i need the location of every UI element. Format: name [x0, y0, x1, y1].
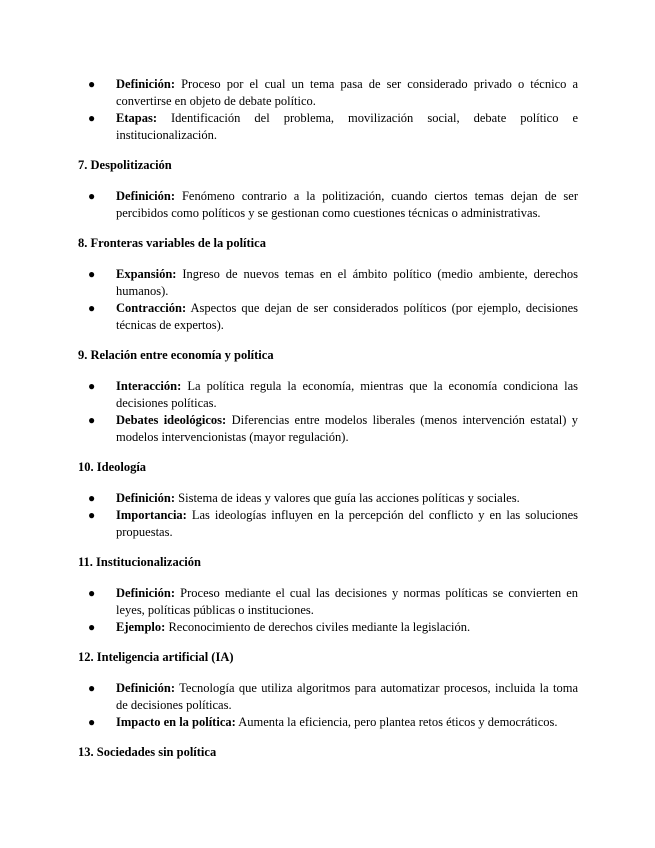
- list-item: [78, 110, 578, 144]
- section-list: [78, 490, 578, 541]
- list-item: [78, 188, 578, 222]
- list-item: [78, 378, 578, 412]
- item-text: Ingreso de nuevos temas en el ámbito político (medio ambiente, derechos humanos).: [116, 267, 578, 298]
- item-label: Debates ideológicos:: [116, 413, 227, 427]
- section-heading: 10. Ideología: [78, 460, 147, 474]
- bullet-icon: ●: [88, 189, 96, 203]
- section-heading: 12. Inteligencia artificial (IA): [78, 650, 234, 664]
- list-item: [78, 619, 578, 636]
- item-text: La política regula la economía, mientras que la economía condiciona las decisiones políticas.: [116, 379, 578, 410]
- item-text: Fenómeno contrario a la politización, cuando ciertos temas dejan de ser percibidos como políticos y se gestionan como cuestiones técnicas o administrativas.: [116, 189, 579, 220]
- item-label: Expansión:: [116, 267, 177, 281]
- bullet-icon: ●: [88, 413, 96, 427]
- document-content: [78, 76, 578, 775]
- bullet-icon: ●: [88, 508, 96, 522]
- item-text: Proceso por el cual un tema pasa de ser considerado privado o técnico a convertirse en objeto de debate político.: [116, 77, 579, 108]
- list-item: [78, 507, 578, 541]
- section-list: [78, 378, 578, 446]
- list-item: [78, 76, 578, 110]
- list-item: [78, 266, 578, 300]
- item-label: Definición:: [116, 77, 176, 91]
- item-text: Aspectos que dejan de ser considerados políticos (por ejemplo, decisiones técnicas de expertos).: [116, 301, 578, 332]
- item-text: Aumenta la eficiencia, pero plantea retos éticos y democráticos.: [238, 715, 558, 729]
- bullet-icon: ●: [88, 301, 96, 315]
- bullet-icon: ●: [88, 715, 96, 729]
- section-list: [78, 266, 578, 334]
- item-label: Definición:: [116, 491, 176, 505]
- list-item: [78, 412, 578, 446]
- item-label: Etapas:: [116, 111, 157, 125]
- list-item: [78, 490, 578, 507]
- bullet-icon: ●: [88, 111, 96, 125]
- item-label: Interacción:: [116, 379, 182, 393]
- item-text: Tecnología que utiliza algoritmos para automatizar procesos, incluida la toma de decisiones políticas.: [116, 681, 578, 712]
- list-item: [78, 585, 578, 619]
- bullet-icon: ●: [88, 267, 96, 281]
- list-item: [78, 714, 578, 731]
- item-label: Contracción:: [116, 301, 187, 315]
- item-text: Diferencias entre modelos liberales (menos intervención estatal) y modelos intervencionistas (mayor regulación).: [116, 413, 578, 444]
- item-text: Las ideologías influyen en la percepción del conflicto y en las soluciones propuestas.: [116, 508, 579, 539]
- item-label: Definición:: [116, 681, 176, 695]
- list-item: [78, 680, 578, 714]
- bullet-icon: ●: [88, 681, 96, 695]
- section-heading: 13. Sociedades sin política: [78, 745, 217, 759]
- item-label: Definición:: [116, 189, 176, 203]
- item-label: Importancia:: [116, 508, 187, 522]
- item-label: Impacto en la política:: [116, 715, 236, 729]
- item-text: Reconocimiento de derechos civiles mediante la legislación.: [168, 620, 471, 634]
- item-label: Ejemplo:: [116, 620, 166, 634]
- item-text: Proceso mediante el cual las decisiones y normas políticas se convierten en leyes, políticas públicas o instituciones.: [116, 586, 579, 617]
- section-heading: 8. Fronteras variables de la política: [78, 236, 266, 250]
- section-heading: 11. Institucionalización: [78, 555, 201, 569]
- bullet-icon: ●: [88, 379, 96, 393]
- section-heading: 9. Relación entre economía y política: [78, 348, 274, 362]
- section-list: [78, 188, 578, 222]
- bullet-icon: ●: [88, 491, 96, 505]
- list-item: [78, 300, 578, 334]
- section-list: [78, 585, 578, 636]
- item-text: Sistema de ideas y valores que guía las acciones políticas y sociales.: [178, 491, 520, 505]
- item-text: Identificación del problema, movilización social, debate político e institucionalización.: [116, 111, 579, 142]
- section-list: [78, 680, 578, 731]
- item-label: Definición:: [116, 586, 176, 600]
- bullet-icon: ●: [88, 77, 96, 91]
- section-heading: 7. Despolitización: [78, 158, 172, 172]
- bullet-icon: ●: [88, 586, 96, 600]
- intro-list: [78, 76, 578, 144]
- bullet-icon: ●: [88, 620, 96, 634]
